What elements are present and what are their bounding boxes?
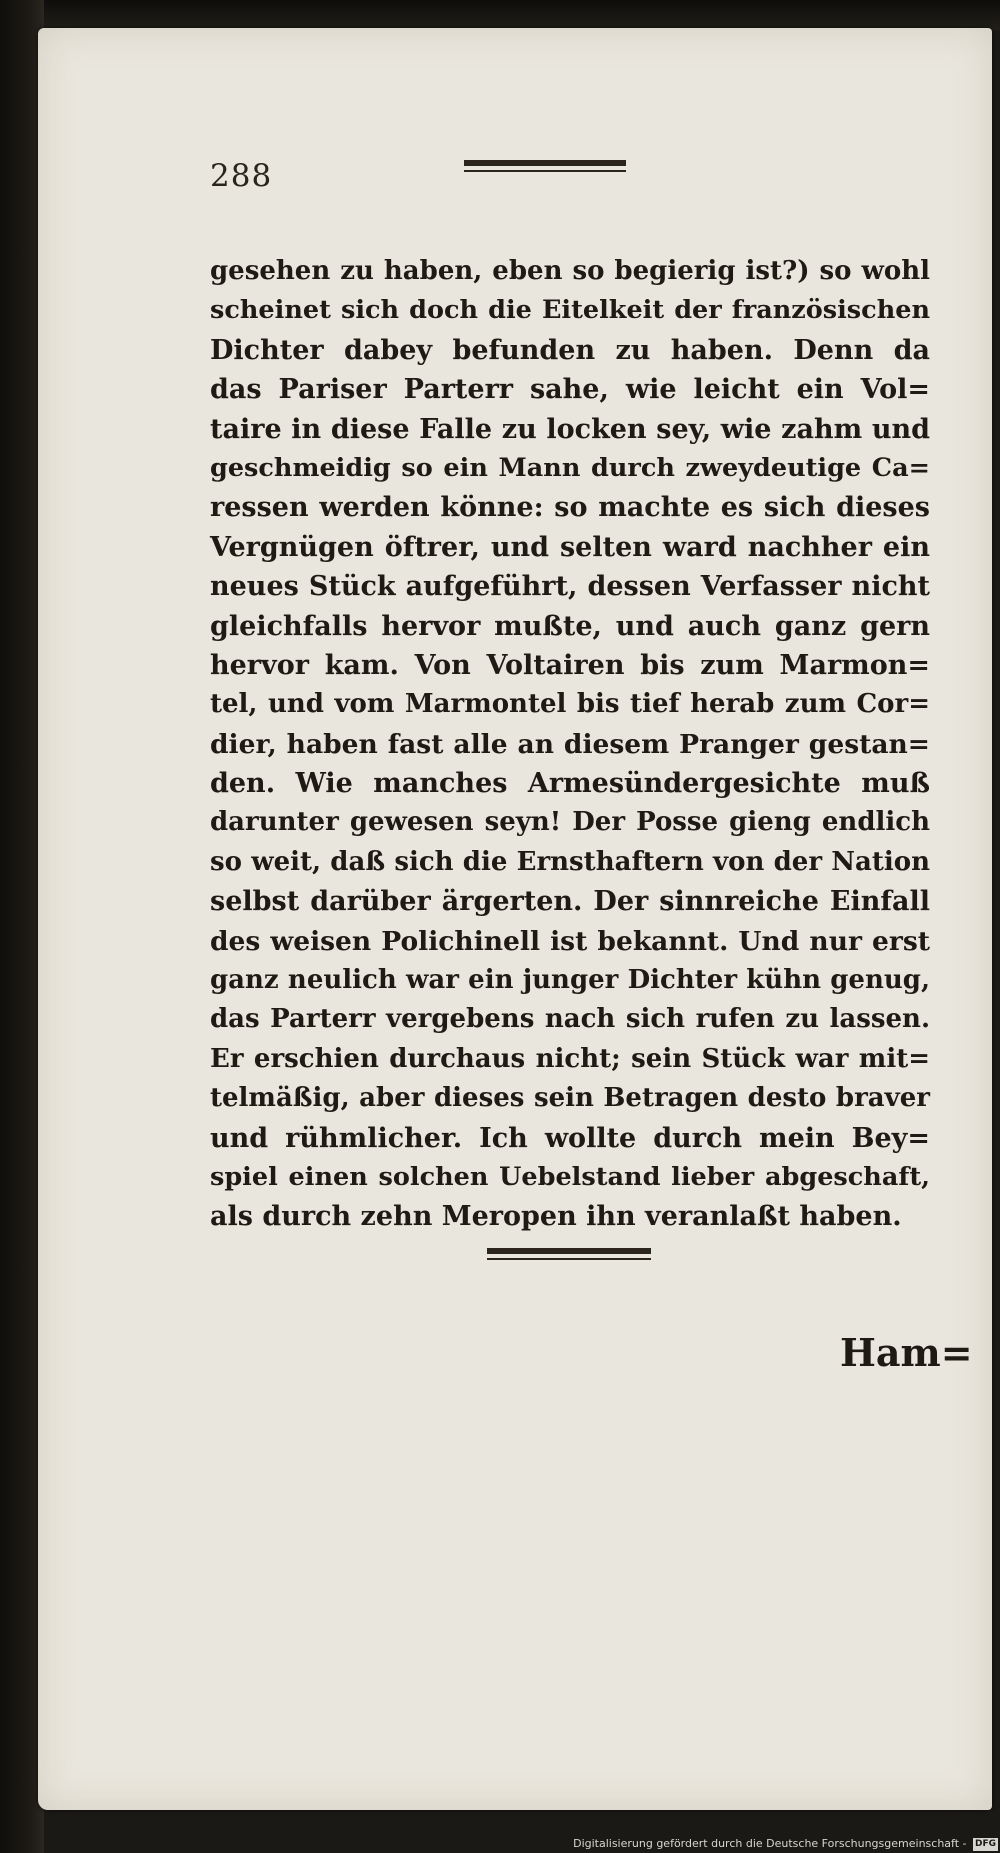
text-line: den. Wie manches Armesündergesichte muß <box>210 768 930 800</box>
scan-backdrop-top <box>0 0 1000 30</box>
catchword: Ham= <box>840 1330 973 1375</box>
text-line: das Pariser Parterr sahe, wie leicht ein Vol= <box>210 374 930 406</box>
end-rule-thin-line <box>487 1258 651 1260</box>
text-line: so weit, daß sich die Ernsthaftern von der Nation <box>210 846 930 877</box>
text-line: selbst darüber ärgerten. Der sinnreiche Einfall <box>210 886 930 918</box>
header-rule-thin-line <box>464 170 626 172</box>
text-line: darunter gewesen seyn! Der Posse gieng endlich <box>210 807 930 838</box>
text-line: telmäßig, aber dieses sein Betragen desto braver <box>210 1083 930 1114</box>
end-rule-thick-line <box>487 1248 651 1254</box>
text-line: spiel einen solchen Uebelstand lieber abgeschaft, <box>210 1161 930 1192</box>
text-line: taire in diese Falle zu locken sey, wie zahm und <box>210 413 930 445</box>
text-line: ganz neulich war ein junger Dichter kühn genug, <box>210 965 930 996</box>
text-line: neues Stück aufgeführt, dessen Verfasser nicht <box>210 571 930 603</box>
text-line: tel, und vom Marmontel bis tief herab zum Cor= <box>210 689 930 720</box>
text-line: Vergnügen öftrer, und selten ward nachher ein <box>210 531 930 563</box>
credit-text: Digitalisierung gefördert durch die Deutsche Forschungsgemeinschaft - <box>573 1837 967 1850</box>
text-line: geschmeidig so ein Mann durch zweydeutige Ca= <box>210 452 930 483</box>
text-line: ressen werden könne: so machte es sich dieses <box>210 492 930 524</box>
digitization-credit <box>0 1834 998 1853</box>
header-double-rule <box>464 160 626 176</box>
header-rule-thick-line <box>464 160 626 166</box>
text-line: das Parterr vergebens nach sich rufen zu lassen. <box>210 1004 930 1035</box>
page-number: 288 <box>210 158 273 194</box>
text-line: hervor kam. Von Voltairen bis zum Marmon= <box>210 649 930 681</box>
text-line: gesehen zu haben, eben so begierig ist?) so wohl <box>210 256 930 286</box>
text-line: scheinet sich doch die Eitelkeit der französischen <box>210 295 930 326</box>
section-end-double-rule <box>487 1248 651 1264</box>
text-line-last: als durch zehn Meropen ihn veranlaßt haben. <box>210 1201 902 1233</box>
text-line: dier, haben fast alle an diesem Pranger gestan= <box>210 728 930 760</box>
text-line: Er erschien durchaus nicht; sein Stück war mit= <box>210 1043 930 1074</box>
text-line: gleichfalls hervor mußte, und auch ganz gern <box>210 610 930 642</box>
body-text <box>210 252 930 1237</box>
text-line: Dichter dabey befunden zu haben. Denn da <box>210 334 930 366</box>
dfg-logo-badge: DFG <box>974 1838 996 1849</box>
text-line: und rühmlicher. Ich wollte durch mein Bey= <box>210 1122 930 1154</box>
text-line: des weisen Polichinell ist bekannt. Und nur erst <box>210 925 930 957</box>
